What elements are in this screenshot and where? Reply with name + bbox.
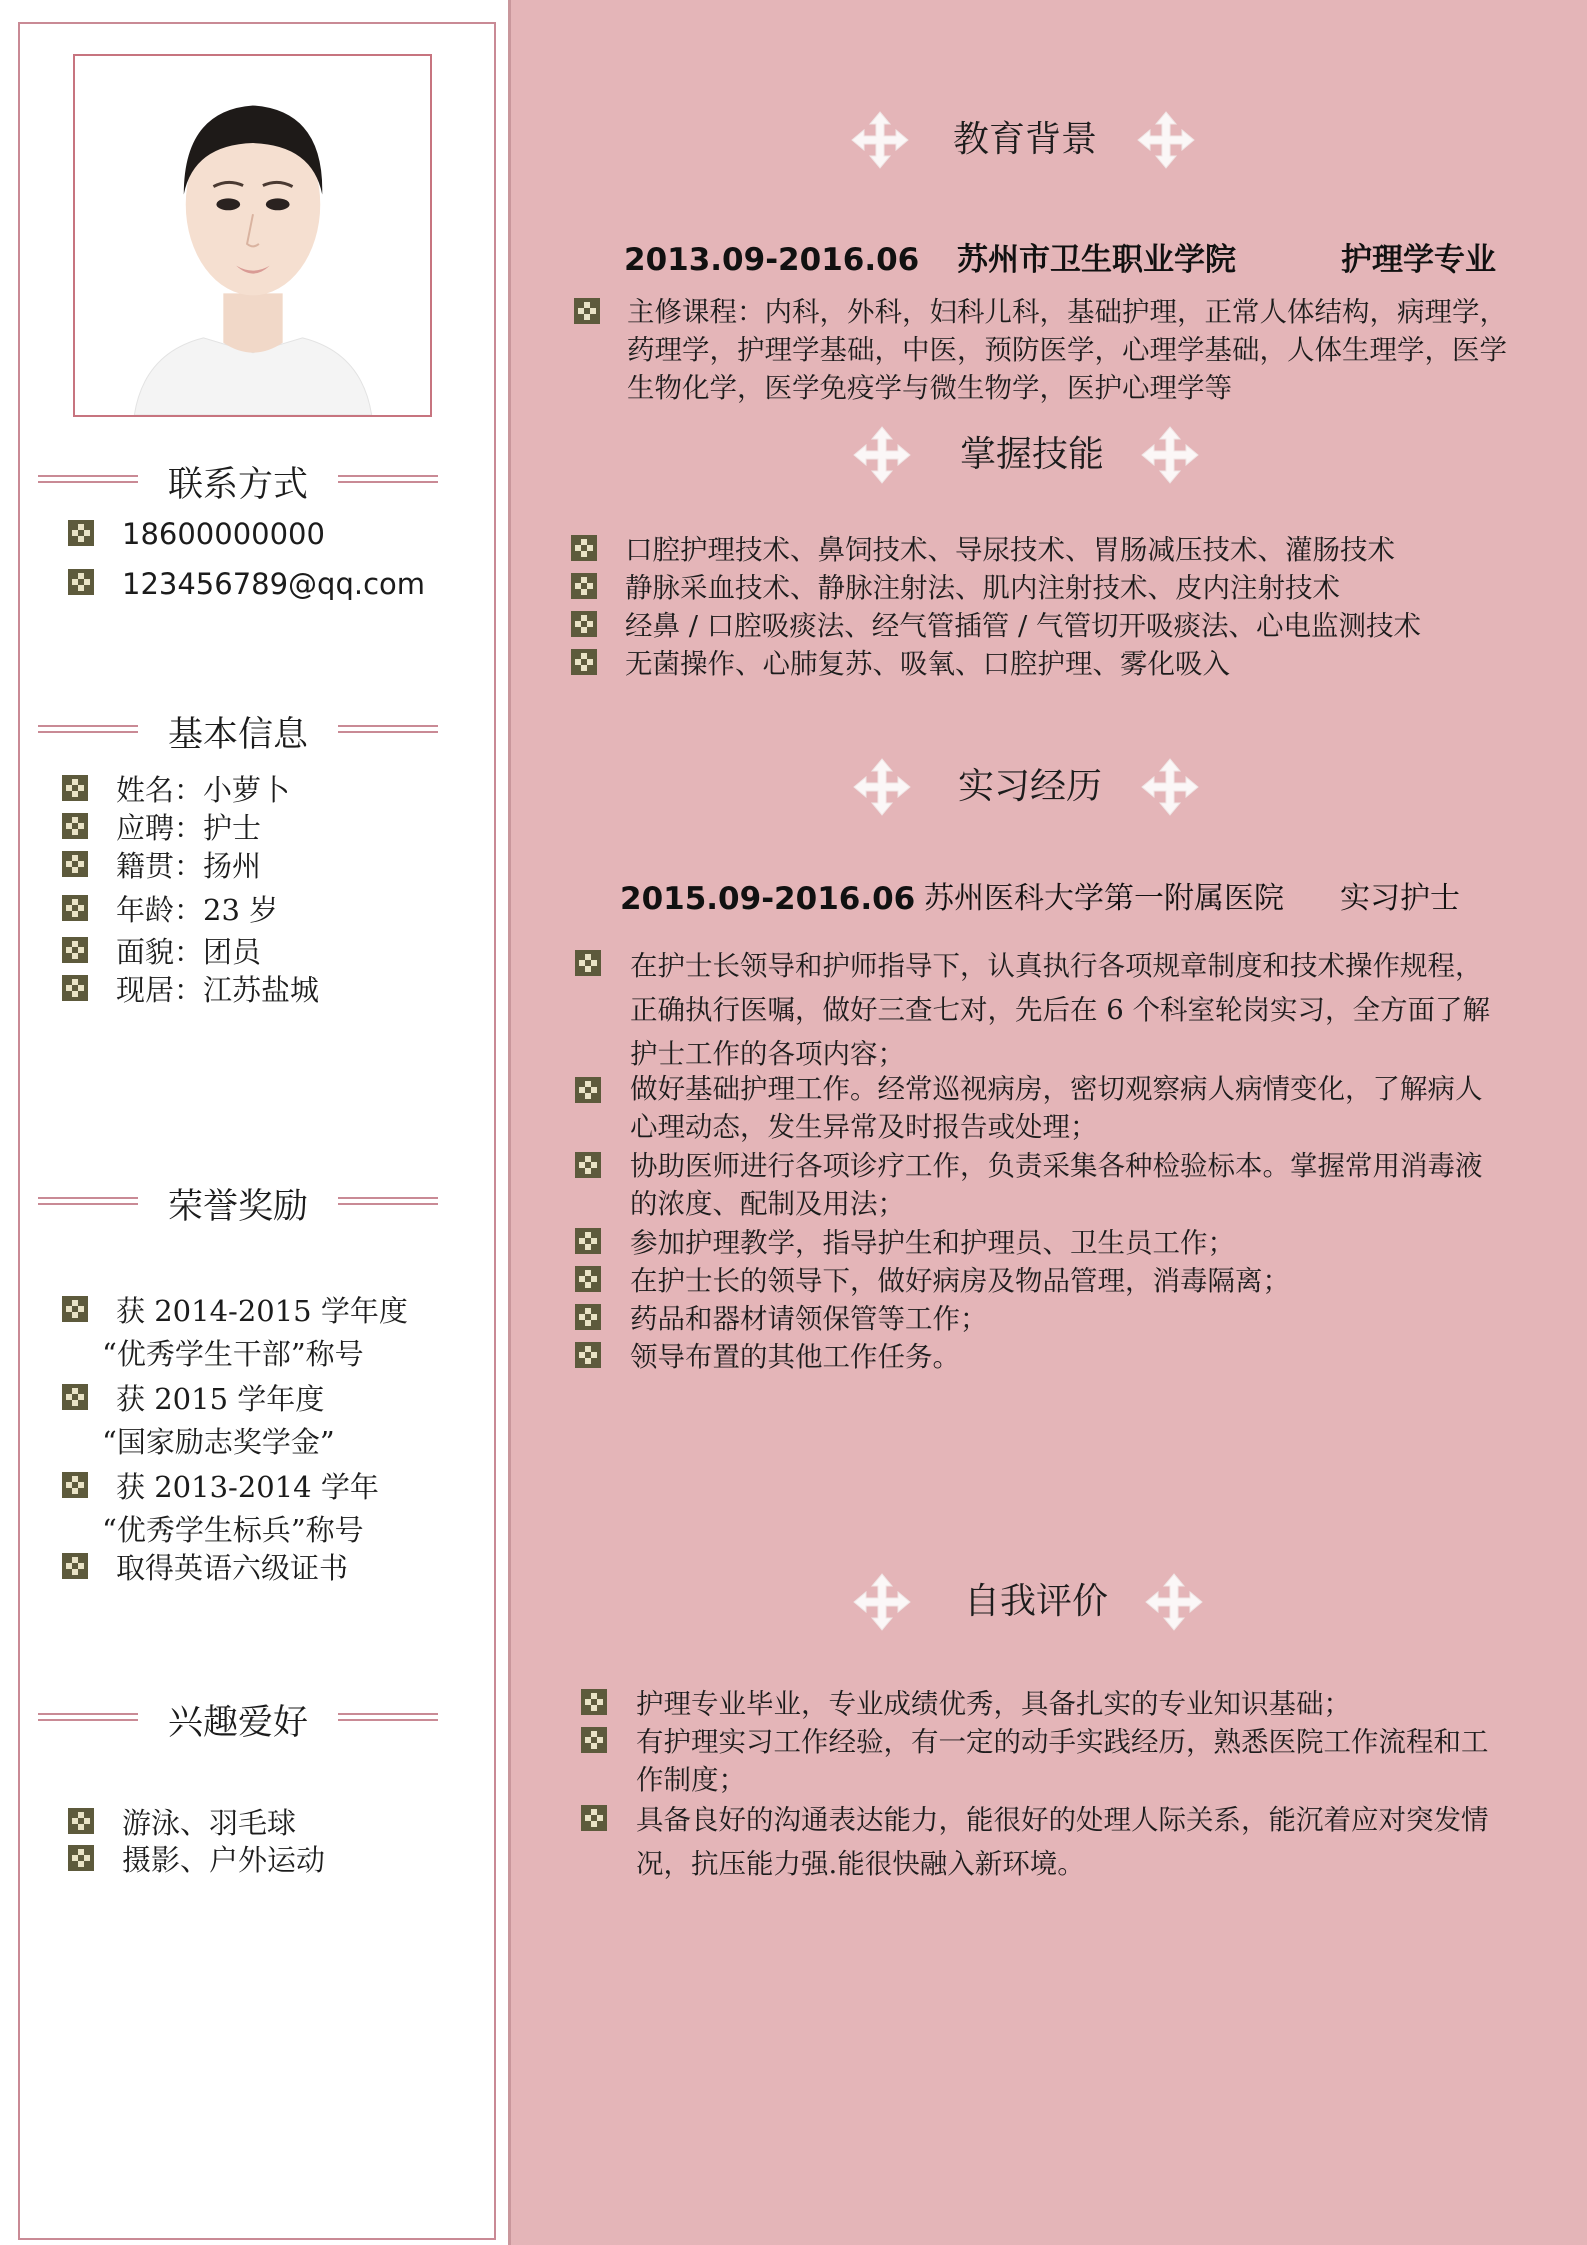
bullet-icon [62, 1472, 88, 1498]
hobbies-heading-text: 兴趣爱好 [167, 1703, 308, 1743]
self-evaluation-item: 有护理实习工作经验，有一定的动手实践经历，熟悉医院工作流程和工作制度； [636, 1726, 1489, 1796]
self-evaluation-item: 具备良好的沟通表达能力，能很好的处理人际关系，能沉着应对突发情况，抗压能力强.能很快融入新环境。 [636, 1804, 1489, 1880]
contact-heading [38, 460, 438, 510]
bullet-icon [62, 1553, 88, 1579]
basic-info-item: 应聘：护士 [116, 811, 262, 845]
cross-ornament-icon [852, 425, 912, 485]
cross-ornament-icon [850, 110, 910, 170]
hobbies-heading [38, 1698, 438, 1748]
internship-heading-text: 实习经历 [958, 766, 1103, 807]
bullet-icon [581, 1805, 607, 1831]
bullet-icon [62, 813, 88, 839]
bullet-icon [62, 895, 88, 921]
internship-item: 协助医师进行各项诊疗工作，负责采集各种检验标本。掌握常用消毒液的浓度、配制及用法； [630, 1150, 1483, 1220]
internship-item: 领导布置的其他工作任务。 [630, 1341, 960, 1373]
honor-item-line1: 取得英语六级证书 [116, 1551, 349, 1585]
bullet-icon [68, 569, 94, 595]
bullet-icon [575, 1152, 601, 1178]
honor-item-line2: “国家励志奖学金” [102, 1425, 335, 1459]
bullet-icon [68, 1845, 94, 1871]
bullet-icon [575, 1342, 601, 1368]
skill-item: 静脉采血技术、静脉注射法、肌内注射技术、皮内注射技术 [625, 572, 1340, 604]
bullet-icon [581, 1689, 607, 1715]
basic-info-item: 面貌：团员 [116, 935, 262, 969]
honor-item-line2: “优秀学生标兵”称号 [102, 1513, 364, 1547]
bullet-icon [581, 1727, 607, 1753]
contact-heading-text: 联系方式 [167, 465, 308, 505]
bullet-icon [575, 1228, 601, 1254]
education-period: 2013.09-2016.06 [624, 242, 920, 278]
honors-heading [38, 1182, 438, 1232]
honor-item-line1: 获 2014-2015 学年度 [116, 1294, 408, 1328]
education-heading-text: 教育背景 [953, 119, 1098, 160]
internship-item: 参加护理教学，指导护生和护理员、卫生员工作； [630, 1227, 1235, 1259]
bullet-icon [62, 1296, 88, 1322]
cross-ornament-icon [1136, 110, 1196, 170]
bullet-icon [571, 573, 597, 599]
internship-period: 2015.09-2016.06 [620, 881, 916, 917]
cross-ornament-icon [1144, 1572, 1204, 1632]
honor-item-line1: 获 2015 学年度 [116, 1382, 325, 1416]
bullet-icon [68, 1808, 94, 1834]
bullet-icon [574, 298, 600, 324]
profile-photo [73, 54, 432, 417]
skill-item: 无菌操作、心肺复苏、吸氧、口腔护理、雾化吸入 [625, 648, 1230, 680]
hobby-item: 摄影、户外运动 [122, 1843, 326, 1877]
basic-info-item: 现居：江苏盐城 [116, 973, 320, 1007]
self-evaluation-heading [852, 1572, 1202, 1632]
internship-heading [852, 757, 1202, 817]
internship-item: 在护士长的领导下，做好病房及物品管理，消毒隔离； [630, 1265, 1290, 1297]
internship-item: 做好基础护理工作。经常巡视病房，密切观察病人病情变化，了解病人心理动态，发生异常及时报告或处理； [630, 1073, 1483, 1143]
bullet-icon [571, 649, 597, 675]
portrait-image [75, 56, 430, 415]
bullet-icon [68, 520, 94, 546]
email-address: 123456789@qq.com [122, 567, 426, 601]
internship-item: 药品和器材请领保管等工作； [630, 1303, 988, 1335]
skill-item: 口腔护理技术、鼻饲技术、导尿技术、胃肠减压技术、灌肠技术 [625, 534, 1395, 566]
cross-ornament-icon [1140, 757, 1200, 817]
honor-item-line2: “优秀学生干部”称号 [102, 1337, 364, 1371]
internship-item: 在护士长领导和护师指导下，认真执行各项规章制度和技术操作规程，正确执行医嘱，做好三查七对，先后在 6 个科室轮岗实习，全方面了解护士工作的各项内容； [630, 950, 1490, 1070]
bullet-icon [575, 950, 601, 976]
bullet-icon [575, 1266, 601, 1292]
self-evaluation-item: 护理专业毕业，专业成绩优秀，具备扎实的专业知识基础； [636, 1688, 1351, 1720]
bullet-icon [571, 535, 597, 561]
basic-info-item: 年龄：23 岁 [116, 893, 279, 927]
education-major: 护理学专业 [1341, 242, 1496, 278]
basic-info-item: 籍贯：扬州 [116, 849, 262, 883]
skills-heading-text: 掌握技能 [960, 434, 1105, 475]
bullet-icon [575, 1077, 601, 1103]
skill-item: 经鼻 / 口腔吸痰法、经气管插管 / 气管切开吸痰法、心电监测技术 [625, 610, 1421, 642]
internship-role: 实习护士 [1340, 881, 1460, 916]
basic-info-item: 姓名：小萝卜 [116, 773, 291, 807]
bullet-icon [62, 1384, 88, 1410]
bullet-icon [62, 775, 88, 801]
honors-heading-text: 荣誉奖励 [167, 1187, 308, 1227]
internship-hospital: 苏州医科大学第一附属医院 [924, 881, 1284, 916]
bullet-icon [571, 611, 597, 637]
skills-heading [852, 425, 1202, 485]
cross-ornament-icon [852, 1572, 912, 1632]
bullet-icon [62, 975, 88, 1001]
education-heading [850, 110, 1200, 170]
bullet-icon [575, 1304, 601, 1330]
basic-info-heading [38, 710, 438, 760]
basic-info-heading-text: 基本信息 [167, 715, 308, 755]
education-courses: 主修课程：内科，外科，妇科儿科，基础护理，正常人体结构，病理学，药理学，护理学基础，中医，预防医学，心理学基础，人体生理学，医学生物化学，医学免疫学与微生物学，医护心理学等 [627, 296, 1507, 404]
cross-ornament-icon [852, 757, 912, 817]
phone-number: 18600000000 [122, 517, 325, 551]
bullet-icon [62, 937, 88, 963]
cross-ornament-icon [1140, 425, 1200, 485]
bullet-icon [62, 851, 88, 877]
honor-item-line1: 获 2013-2014 学年 [116, 1470, 379, 1504]
education-school: 苏州市卫生职业学院 [957, 242, 1236, 278]
self-evaluation-heading-text: 自我评价 [964, 1581, 1109, 1622]
hobby-item: 游泳、羽毛球 [122, 1806, 297, 1840]
